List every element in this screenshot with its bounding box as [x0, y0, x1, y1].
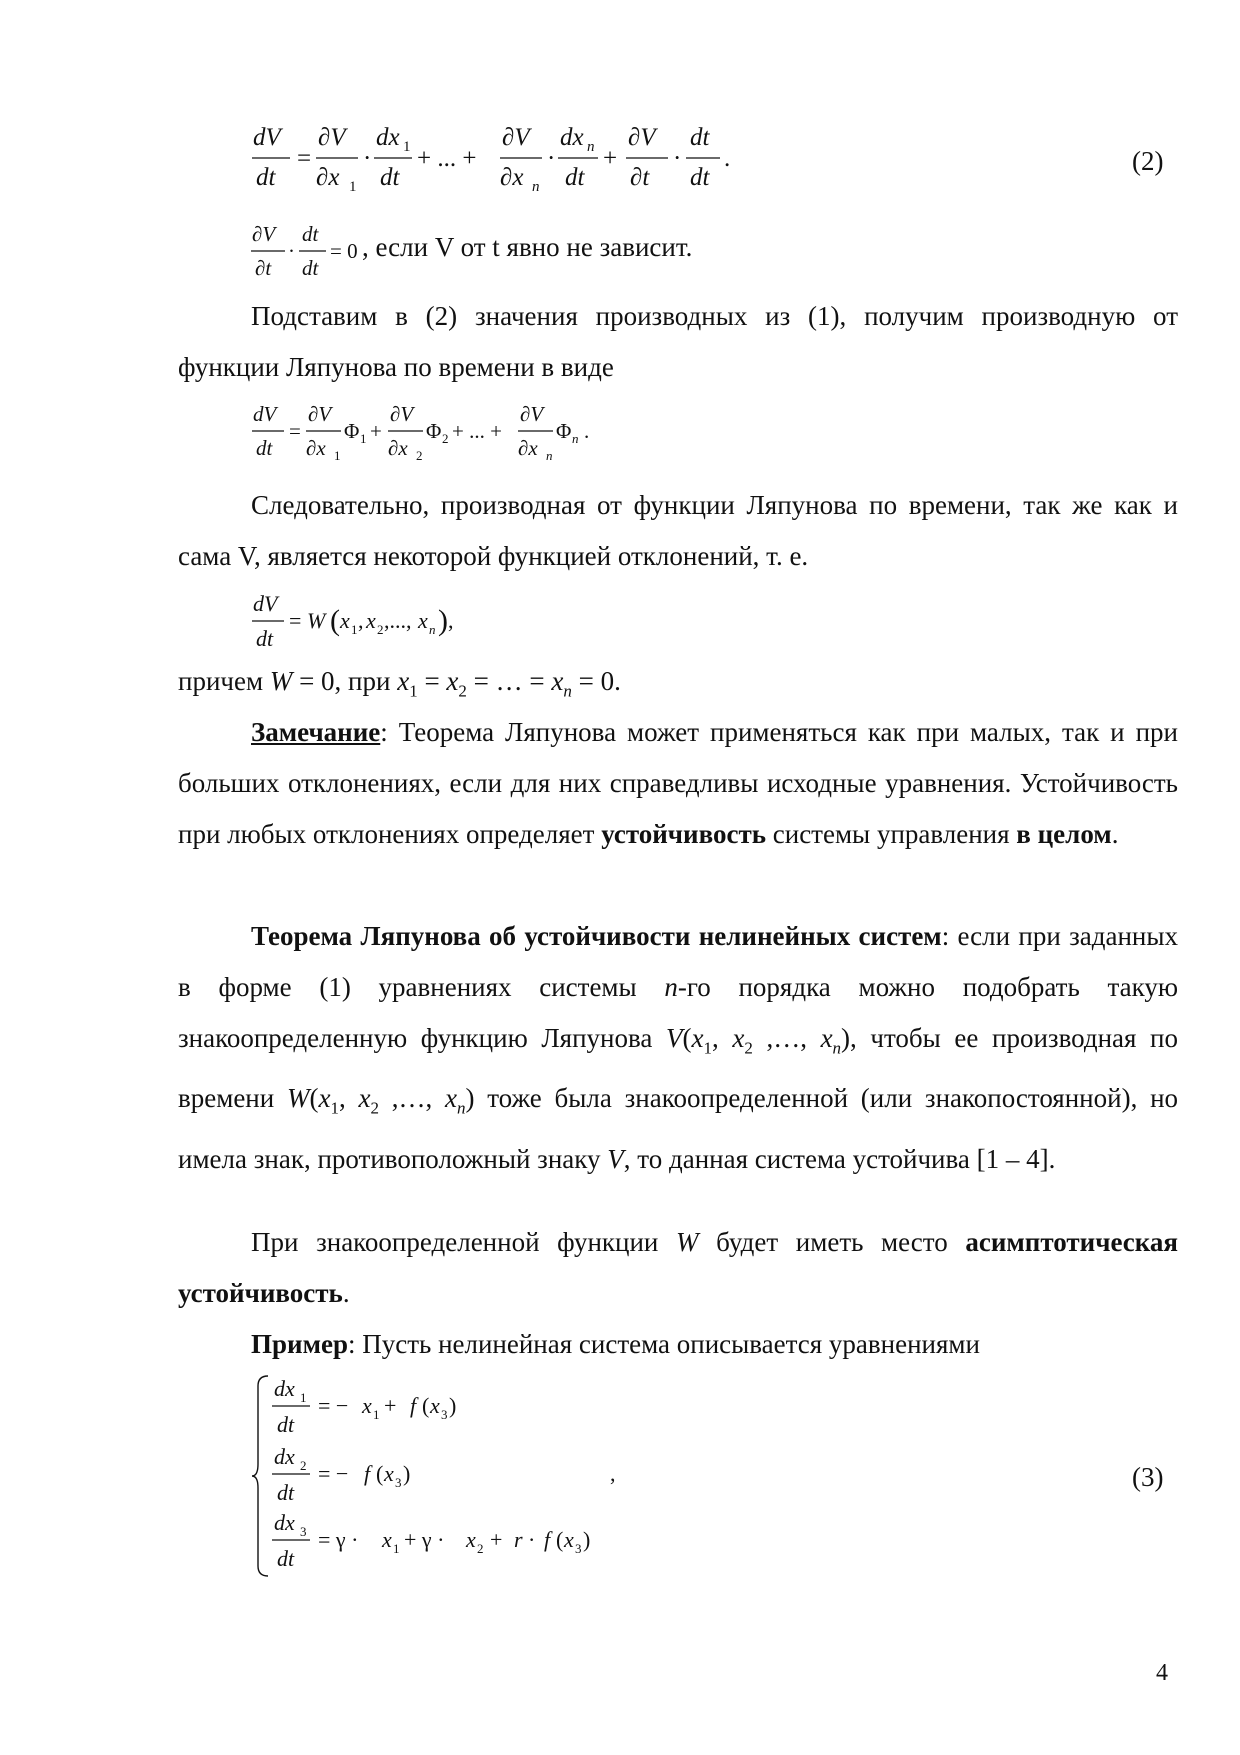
svg-text:,: , — [610, 1461, 616, 1486]
svg-text:): ) — [449, 1393, 457, 1418]
svg-text:∂x: ∂x — [500, 164, 524, 191]
svg-text:dV: dV — [253, 402, 277, 426]
svg-text:dt: dt — [690, 164, 710, 191]
svg-text:1: 1 — [300, 1390, 307, 1405]
svg-text:∂V: ∂V — [520, 402, 544, 426]
example-text: : Пусть нелинейная система описывается уравнениями — [347, 1329, 980, 1359]
svg-text:dt: dt — [256, 436, 273, 460]
svg-text:Φ: Φ — [426, 419, 442, 443]
svg-text:n: n — [429, 622, 436, 637]
svg-text:+: + — [490, 1527, 503, 1552]
svg-text:): ) — [403, 1461, 411, 1486]
svg-text:3: 3 — [441, 1407, 448, 1422]
svg-text:∂x: ∂x — [316, 164, 340, 191]
svg-text:1: 1 — [393, 1541, 400, 1556]
svg-text:x: x — [418, 608, 428, 633]
remark-text: : Теорема Ляпунова может применяться как при малых, так и при больших отклонениях, если для них справедливы исходные уравнения. Устойчивость при любых отклонениях определяет устойчивость системы управления в целом. — [178, 717, 1178, 849]
svg-text:(: ( — [376, 1461, 384, 1486]
svg-text:dV: dV — [253, 124, 281, 151]
svg-text:3: 3 — [300, 1524, 307, 1539]
asymptotic-text: При знакоопределенной функции W будет иметь место асимптотическая устойчивость. — [178, 1227, 1178, 1308]
svg-text:(: ( — [330, 604, 340, 637]
svg-text:x: x — [362, 1393, 372, 1418]
example-paragraph — [178, 1319, 1178, 1370]
svg-text:= −: = − — [318, 1461, 349, 1486]
svg-text:,...,: ,..., — [384, 608, 412, 633]
svg-text:dt: dt — [256, 164, 276, 191]
remark-paragraph — [178, 707, 1178, 860]
svg-text:+ γ ·: + γ · — [404, 1527, 445, 1552]
paragraph-asymptotic — [178, 1217, 1178, 1319]
svg-text:f: f — [544, 1527, 551, 1552]
svg-text:1: 1 — [334, 448, 341, 463]
svg-text:∂V: ∂V — [318, 124, 346, 151]
svg-text:n: n — [532, 179, 540, 195]
svg-text:dt: dt — [380, 164, 400, 191]
svg-text:n: n — [587, 139, 595, 155]
svg-text:3: 3 — [395, 1475, 402, 1490]
svg-text:f: f — [410, 1393, 417, 1418]
svg-text:W: W — [307, 608, 326, 633]
svg-text:x: x — [384, 1461, 394, 1486]
equation-system-3 — [252, 1372, 672, 1582]
svg-text:dt: dt — [690, 124, 710, 151]
svg-text:∂x: ∂x — [306, 436, 326, 460]
svg-text:1: 1 — [403, 139, 411, 155]
svg-text:dx: dx — [274, 1444, 295, 1469]
svg-text:·: · — [288, 239, 295, 263]
svg-text:·: · — [363, 145, 372, 172]
svg-text:1: 1 — [373, 1407, 380, 1422]
svg-text:dt: dt — [277, 1412, 295, 1437]
equation-2b — [250, 220, 360, 286]
svg-text:.: . — [584, 419, 590, 443]
svg-text:dt: dt — [277, 1546, 295, 1571]
svg-text:dt: dt — [302, 256, 319, 280]
svg-text:∂x: ∂x — [518, 436, 538, 460]
svg-text:∂V: ∂V — [502, 124, 530, 151]
svg-text:+: + — [603, 145, 618, 172]
svg-text:2: 2 — [416, 448, 423, 463]
svg-text:·: · — [528, 1527, 536, 1552]
svg-text:dt: dt — [565, 164, 585, 191]
svg-text:2: 2 — [300, 1458, 307, 1473]
paragraph-substitute: Подставим в (2) значения производных из (1), получим производную от функции Ляпунова по времени в виде — [178, 301, 1178, 382]
equation-2-number: (2) — [1132, 146, 1164, 176]
svg-text:∂V: ∂V — [252, 222, 276, 246]
paragraph-therefore: Следовательно, производная от функции Ляпунова по времени, так же как и сама V, является некоторой функцией отклонений, т. е. — [178, 490, 1178, 571]
example-heading: Пример — [251, 1329, 348, 1359]
svg-text:.: . — [724, 145, 731, 172]
svg-text:dx: dx — [560, 124, 584, 151]
paragraph-where: причем W = 0, при $x_1 = x_2$ = … = $x_n = 0$. — [178, 666, 621, 701]
svg-text:Φ: Φ — [344, 419, 360, 443]
svg-text:(: ( — [556, 1527, 564, 1552]
svg-text:dt: dt — [256, 626, 274, 651]
svg-text:1: 1 — [349, 179, 357, 195]
svg-text:∂V: ∂V — [308, 402, 332, 426]
svg-text:3: 3 — [575, 1541, 582, 1556]
svg-text:·: · — [673, 145, 682, 172]
svg-text:r: r — [514, 1527, 523, 1552]
svg-text:·: · — [547, 145, 556, 172]
theorem-text: : если при заданных в форме (1) уравнениях системы n-го порядка можно подобрать такую знакоопределенную функцию Ляпунова $V(x_1$, $x_2$ ,…, $x_n$), чтобы ее производная по времени $W(x_1$, $x_2$ ,…, $x_n$) тоже была знакоопределенной (или знакопостоянной), но имела знак, противоположный знаку V, то данная система устойчива [1 – 4]. — [178, 921, 1179, 1174]
svg-text:+ ... +: + ... + — [452, 419, 502, 443]
svg-text:,: , — [448, 608, 454, 633]
page-number: 4 — [1156, 1660, 1168, 1686]
remark-heading: Замечание — [251, 717, 381, 747]
svg-text:x: x — [382, 1527, 392, 1552]
theorem-heading: Теорема Ляпунова об устойчивости нелинейных систем — [251, 921, 942, 951]
svg-text:= γ ·: = γ · — [318, 1527, 359, 1552]
svg-text:dV: dV — [253, 591, 278, 616]
svg-text:(: ( — [422, 1393, 430, 1418]
svg-text:+: + — [370, 419, 382, 443]
svg-text:dt: dt — [277, 1480, 295, 1505]
svg-text:): ) — [438, 604, 448, 637]
svg-text:∂t: ∂t — [630, 164, 650, 191]
svg-text:x: x — [366, 608, 376, 633]
svg-text:n: n — [546, 448, 553, 463]
svg-text:2: 2 — [477, 1541, 484, 1556]
svg-text:x: x — [564, 1527, 574, 1552]
svg-text:dx: dx — [274, 1510, 295, 1535]
svg-text:+ ... +: + ... + — [417, 145, 477, 172]
equation-2 — [250, 118, 770, 198]
svg-text:∂V: ∂V — [628, 124, 656, 151]
svg-text:=: = — [289, 419, 301, 443]
svg-text:∂t: ∂t — [255, 256, 272, 280]
svg-text:f: f — [364, 1461, 371, 1486]
equation-3-number: (3) — [1132, 1462, 1164, 1492]
svg-text:= 0: = 0 — [330, 239, 358, 263]
svg-text:dt: dt — [302, 222, 319, 246]
theorem-paragraph — [178, 911, 1178, 1185]
svg-text:dx: dx — [376, 124, 400, 151]
svg-text:= −: = − — [318, 1393, 349, 1418]
svg-text:+: + — [384, 1393, 397, 1418]
svg-text:dx: dx — [274, 1376, 295, 1401]
svg-text:x: x — [430, 1393, 440, 1418]
equation-2b-condition: , если V от t явно не зависит. — [362, 232, 693, 262]
svg-text:2: 2 — [442, 431, 449, 446]
equation-w-function — [250, 590, 510, 658]
svg-text:,: , — [358, 608, 364, 633]
svg-text:n: n — [572, 431, 579, 446]
svg-text:1: 1 — [351, 622, 358, 637]
svg-text:x: x — [340, 608, 350, 633]
svg-text:∂x: ∂x — [388, 436, 408, 460]
svg-text:=: = — [297, 145, 312, 172]
svg-text:x: x — [466, 1527, 476, 1552]
svg-text:=: = — [289, 608, 302, 633]
svg-text:2: 2 — [377, 622, 384, 637]
svg-text:): ) — [583, 1527, 591, 1552]
svg-text:1: 1 — [360, 431, 367, 446]
svg-text:∂V: ∂V — [390, 402, 414, 426]
equation-derivative-sum — [250, 400, 630, 468]
svg-text:Φ: Φ — [556, 419, 572, 443]
